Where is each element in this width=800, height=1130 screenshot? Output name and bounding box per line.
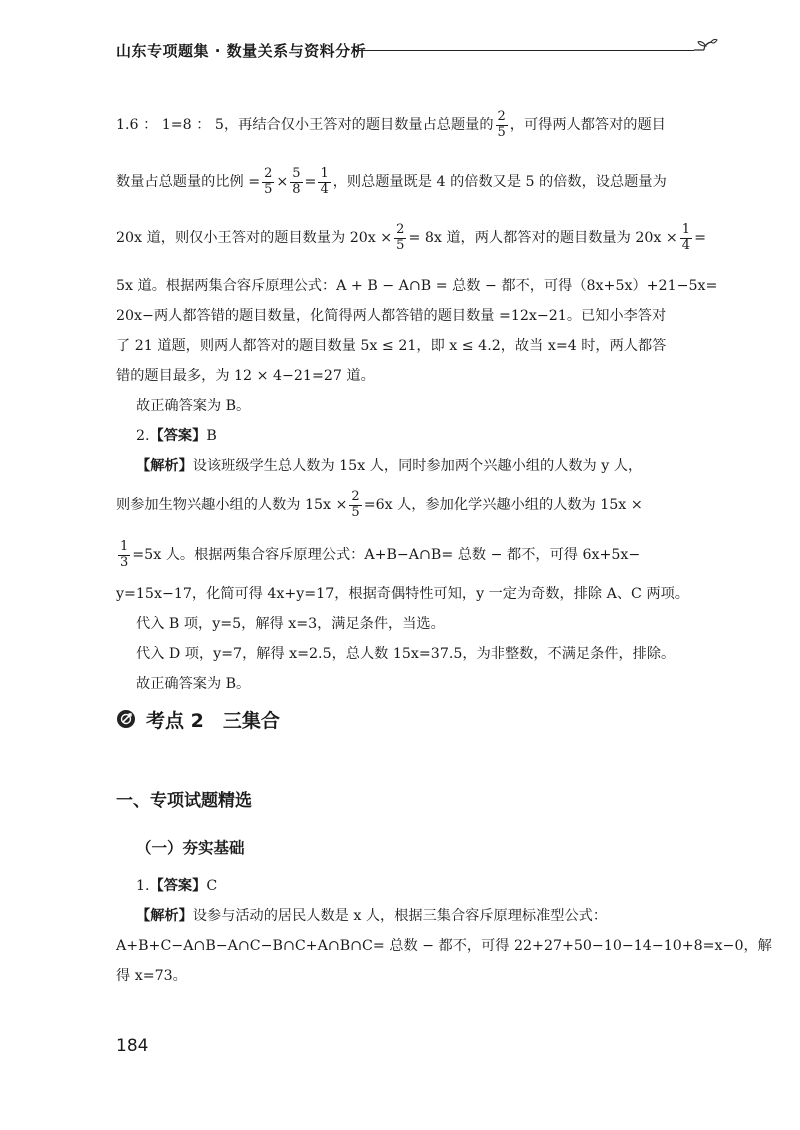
fraction <box>290 167 302 197</box>
text-run: 20x 道，则仅小王答对的题目数量为 20x × <box>116 230 393 246</box>
analysis-tag: 【解析】 <box>136 908 193 924</box>
body-text-top <box>116 100 718 696</box>
fraction-denominator: 5 <box>264 181 273 197</box>
paragraph-line: 了 21 道题，则两人都答对的题目数量 5x ≤ 21，即 x ≤ 4.2，故当 x=4 时，两人都答 <box>116 338 667 354</box>
answer-line <box>116 874 710 898</box>
answer-tag: 【答案】 <box>149 428 207 444</box>
fraction <box>680 223 692 253</box>
analysis-tag: 【解析】 <box>136 458 193 474</box>
fraction-denominator: 8 <box>292 181 301 197</box>
operator: × <box>276 174 289 190</box>
answer-line <box>116 424 710 448</box>
fraction-numerator: 2 <box>396 222 405 238</box>
section-heading <box>116 702 280 736</box>
text-run: ，则总题量既是 4 的倍数又是 5 的倍数，设总题量为 <box>332 174 667 190</box>
answer-value: B <box>206 428 217 444</box>
fraction-denominator: 5 <box>497 124 506 140</box>
answer-tag: 【答案】 <box>149 878 207 894</box>
sprout-icon <box>690 36 718 64</box>
paragraph-line <box>116 480 710 530</box>
paragraph-line: 故正确答案为 B。 <box>136 398 251 414</box>
text-run: =6x 人，参加化学兴趣小组的人数为 15x × <box>363 497 643 513</box>
fraction-numerator: 2 <box>351 489 360 505</box>
paragraph-line <box>116 212 710 264</box>
paragraph-line: 5x 道。根据两集合容斥原理公式：A + B − A∩B = 总数 − 都不，可得（8x+5x）+21−5x= <box>116 278 718 294</box>
fraction <box>496 110 508 140</box>
paragraph-line: 得 x=73。 <box>116 968 187 984</box>
running-header <box>116 36 722 70</box>
header-rule <box>354 50 694 51</box>
section-title: 考点 2 三集合 <box>146 709 280 732</box>
analysis-line <box>116 454 710 478</box>
text-run: 1.6 ： 1=8 ： 5，再结合仅小王答对的题目数量占总题量的 <box>116 117 494 133</box>
target-point-icon <box>116 709 136 729</box>
fraction-numerator: 5 <box>292 166 301 182</box>
operator: = <box>694 230 706 246</box>
fraction-numerator: 1 <box>120 539 129 555</box>
text-run: 数量占总题量的比例 = <box>116 174 261 190</box>
paragraph-line: 故正确答案为 B。 <box>136 676 251 692</box>
paragraph-line <box>116 100 710 150</box>
fraction-denominator: 5 <box>396 237 405 253</box>
text-run: = 8x 道，两人都答对的题目数量为 20x × <box>408 230 678 246</box>
fraction-numerator: 2 <box>497 109 506 125</box>
paragraph-line <box>116 156 710 208</box>
paragraph-line: y=15x−17，化简可得 4x+y=17，根据奇偶特性可知，y 一定为奇数，排除 A、C 两项。 <box>116 586 689 602</box>
text-run: 设该班级学生总人数为 15x 人，同时参加两个兴趣小组的人数为 y 人， <box>192 458 643 474</box>
answer-value: C <box>206 878 218 894</box>
fraction-denominator: 3 <box>120 554 129 570</box>
body-text-bottom <box>116 874 772 988</box>
fraction-denominator: 5 <box>351 504 360 520</box>
paragraph-line: 代入 D 项，y=7，解得 x=2.5，总人数 15x=37.5，为非整数，不满足条件，排除。 <box>136 646 676 662</box>
text-run: =5x 人。根据两集合容斥原理公式：A+B−A∩B= 总数 − 都不，可得 6x+5x− <box>132 547 641 563</box>
fraction-numerator: 1 <box>681 222 691 238</box>
header-title: 山东专项题集 · 数量关系与资料分析 <box>116 42 367 60</box>
operator: = <box>304 174 317 190</box>
paragraph-line: A+B+C−A∩B−A∩C−B∩C+A∩B∩C= 总数 − 都不，可得 22+27+50−10−14−10+8=x−0，解 <box>116 938 772 954</box>
fraction <box>118 540 130 570</box>
text-run: 设参与活动的居民人数是 x 人，根据三集合容斥原理标准型公式： <box>192 908 608 924</box>
fraction <box>318 167 330 197</box>
fraction-denominator: 4 <box>681 237 691 253</box>
paragraph-line: 20x−两人都答错的题目数量，化简得两人都答错的题目数量 =12x−21。已知小李答对 <box>116 308 667 324</box>
question-number: 1. <box>136 878 150 894</box>
subsection-heading: 一、专项试题精选 <box>116 791 252 811</box>
text-run: ，可得两人都答对的题目 <box>509 117 666 133</box>
fraction <box>394 223 406 253</box>
paragraph-line: 代入 B 项，y=5，解得 x=3，满足条件，当选。 <box>136 616 445 632</box>
analysis-line <box>116 904 710 928</box>
fraction-denominator: 4 <box>320 181 329 197</box>
fraction-numerator: 1 <box>320 166 329 182</box>
question-number: 2. <box>136 428 150 444</box>
fraction-numerator: 2 <box>264 166 273 182</box>
fraction <box>349 490 361 520</box>
paragraph-line: 错的题目最多，为 12 × 4−21=27 道。 <box>116 368 375 384</box>
fraction <box>262 167 274 197</box>
text-run: 则参加生物兴趣小组的人数为 15x × <box>116 497 348 513</box>
page-number: 184 <box>116 1036 149 1056</box>
sub-subsection-heading: （一）夯实基础 <box>136 839 245 857</box>
paragraph-line <box>116 530 710 580</box>
